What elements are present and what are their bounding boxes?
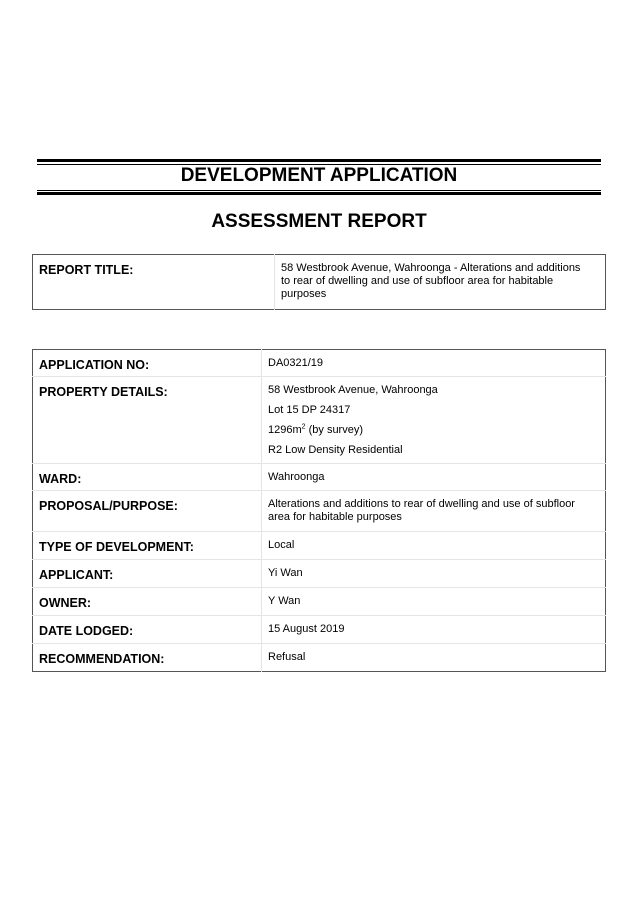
owner-label: OWNER: bbox=[33, 588, 262, 616]
bottom-rule-thick bbox=[37, 192, 601, 195]
recommendation-value: Refusal bbox=[268, 651, 306, 663]
proposal-line: area for habitable purposes bbox=[268, 511, 402, 523]
table-row bbox=[33, 377, 606, 464]
ward-value: Wahroonga bbox=[268, 471, 325, 483]
type-of-development-label: TYPE OF DEVELOPMENT: bbox=[33, 532, 262, 560]
proposal-value bbox=[262, 491, 606, 532]
proposal-line: Alterations and additions to rear of dwelling and use of subfloor bbox=[268, 498, 575, 510]
property-zoning: R2 Low Density Residential bbox=[268, 444, 403, 456]
applicant-label: APPLICANT: bbox=[33, 560, 262, 588]
table-row bbox=[33, 588, 606, 616]
table-row bbox=[33, 350, 606, 377]
document-subtitle: ASSESSMENT REPORT bbox=[211, 211, 427, 232]
table-row bbox=[33, 644, 606, 672]
table-row bbox=[33, 560, 606, 588]
recommendation-label: RECOMMENDATION: bbox=[33, 644, 262, 672]
table-row bbox=[33, 532, 606, 560]
report-title-table bbox=[32, 254, 606, 310]
property-area bbox=[268, 424, 597, 444]
property-area-superscript: 2 bbox=[301, 423, 306, 431]
property-details-value bbox=[262, 377, 606, 464]
property-details-label: PROPERTY DETAILS: bbox=[33, 377, 262, 464]
property-area-number: 1296m bbox=[268, 424, 302, 436]
table-row bbox=[33, 616, 606, 644]
table-row bbox=[33, 491, 606, 532]
date-lodged-value: 15 August 2019 bbox=[268, 623, 345, 635]
report-title-line: 58 Westbrook Avenue, Wahroonga - Alterations and additions bbox=[281, 262, 581, 274]
report-title-line: to rear of dwelling and use of subfloor area for habitable bbox=[281, 275, 554, 287]
application-no-value: DA0321/19 bbox=[268, 357, 324, 369]
report-title-row bbox=[33, 255, 606, 310]
report-title-line: purposes bbox=[281, 288, 327, 300]
table-row bbox=[33, 464, 606, 491]
application-no-label: APPLICATION NO: bbox=[33, 350, 262, 377]
property-lot: Lot 15 DP 24317 bbox=[268, 404, 351, 416]
proposal-label: PROPOSAL/PURPOSE: bbox=[33, 491, 262, 532]
report-title-label: REPORT TITLE: bbox=[33, 255, 275, 310]
date-lodged-label: DATE LODGED: bbox=[33, 616, 262, 644]
property-address: 58 Westbrook Avenue, Wahroonga bbox=[268, 384, 438, 396]
top-rule-thick bbox=[37, 159, 601, 162]
applicant-value: Yi Wan bbox=[268, 567, 303, 579]
bottom-rule-thin bbox=[37, 190, 601, 191]
ward-label: WARD: bbox=[33, 464, 262, 491]
type-of-development-value: Local bbox=[268, 539, 295, 551]
report-title-value bbox=[275, 255, 606, 310]
application-details-table bbox=[32, 349, 606, 672]
document-title: DEVELOPMENT APPLICATION bbox=[180, 165, 458, 186]
property-area-note: (by survey) bbox=[305, 424, 364, 436]
owner-value: Y Wan bbox=[268, 595, 301, 607]
